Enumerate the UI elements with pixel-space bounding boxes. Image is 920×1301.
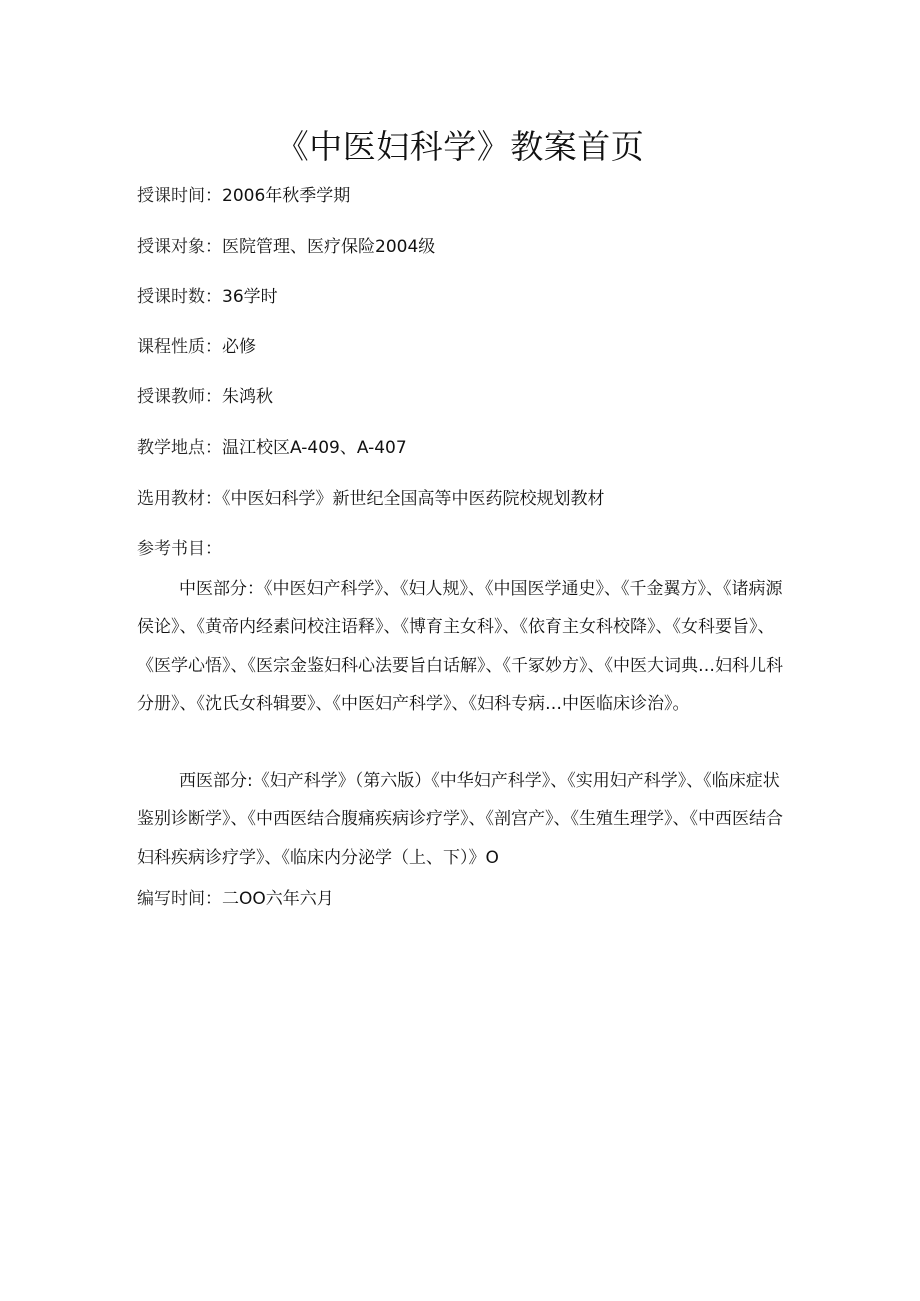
- field-label: 编写时间: [137, 889, 205, 909]
- field-references: [137, 536, 222, 562]
- field-teacher: [137, 384, 273, 410]
- field-value: 朱鸿秋: [222, 387, 273, 407]
- field-written-date: [137, 886, 334, 912]
- references-western-paragraph: 西医部分:《妇产科学》（第六版）《中华妇产科学》、《实用妇产科学》、《临床症状鉴别诊断学》、《中西医结合腹痛疾病诊疗学》、《剖宫产》、《生殖生理学》、《中西医结合妇科疾病诊疗学》、《临床内分泌学（上、下）》O: [137, 771, 783, 868]
- field-value: 必修: [222, 337, 256, 357]
- field-separator: ：: [205, 889, 222, 909]
- page-title: 《中医妇科学》教案首页: [275, 127, 645, 166]
- field-separator: ：: [205, 489, 222, 509]
- field-course-type: [137, 334, 256, 360]
- references-tcm-paragraph: 中医部分：《中医妇产科学》、《妇人规》、《中国医学通史》、《千金翼方》、《诸病源侯论》、《黄帝内经素问校注语释》、《博育主女科》、《依育主女科校降》、《女科要旨》、《医学心悟》、《医宗金鉴妇科心法要旨白话解》、《千冢妙方》、《中医大词典…妇科儿科分册》、《沈氏女科辑要》、《中医妇产科学》、《妇科专病…中医临床诊治》。: [137, 579, 783, 715]
- field-teaching-time: [137, 183, 350, 209]
- field-value: 二OO六年六月: [222, 889, 334, 909]
- field-separator: ：: [205, 287, 222, 307]
- field-separator: ：: [205, 387, 222, 407]
- field-label: 教学地点: [137, 438, 205, 458]
- field-separator: ：: [205, 438, 222, 458]
- field-separator: ：: [205, 186, 222, 206]
- field-separator: ：: [205, 237, 222, 257]
- field-label: 参考书目: [137, 539, 205, 559]
- field-class-hours: [137, 284, 278, 310]
- field-label: 授课时间: [137, 186, 205, 206]
- field-location: [137, 435, 407, 461]
- field-label: 课程性质: [137, 337, 205, 357]
- field-target-students: [137, 234, 435, 260]
- field-value: 2006年秋季学期: [222, 186, 351, 206]
- field-label: 选用教材: [137, 489, 205, 509]
- field-value: 36学时: [222, 287, 278, 307]
- field-value: 《中医妇科学》新世纪全国高等中医药院校规划教材: [222, 489, 605, 509]
- field-label: 授课时数: [137, 287, 205, 307]
- field-label: 授课教师: [137, 387, 205, 407]
- field-label: 授课对象: [137, 237, 205, 257]
- field-value: 医院管理、医疗保险2004级: [222, 237, 436, 257]
- field-separator: ：: [205, 337, 222, 357]
- field-separator: ：: [205, 539, 222, 559]
- field-textbook: [137, 486, 605, 512]
- field-value: 温江校区A-409、A-407: [222, 438, 407, 458]
